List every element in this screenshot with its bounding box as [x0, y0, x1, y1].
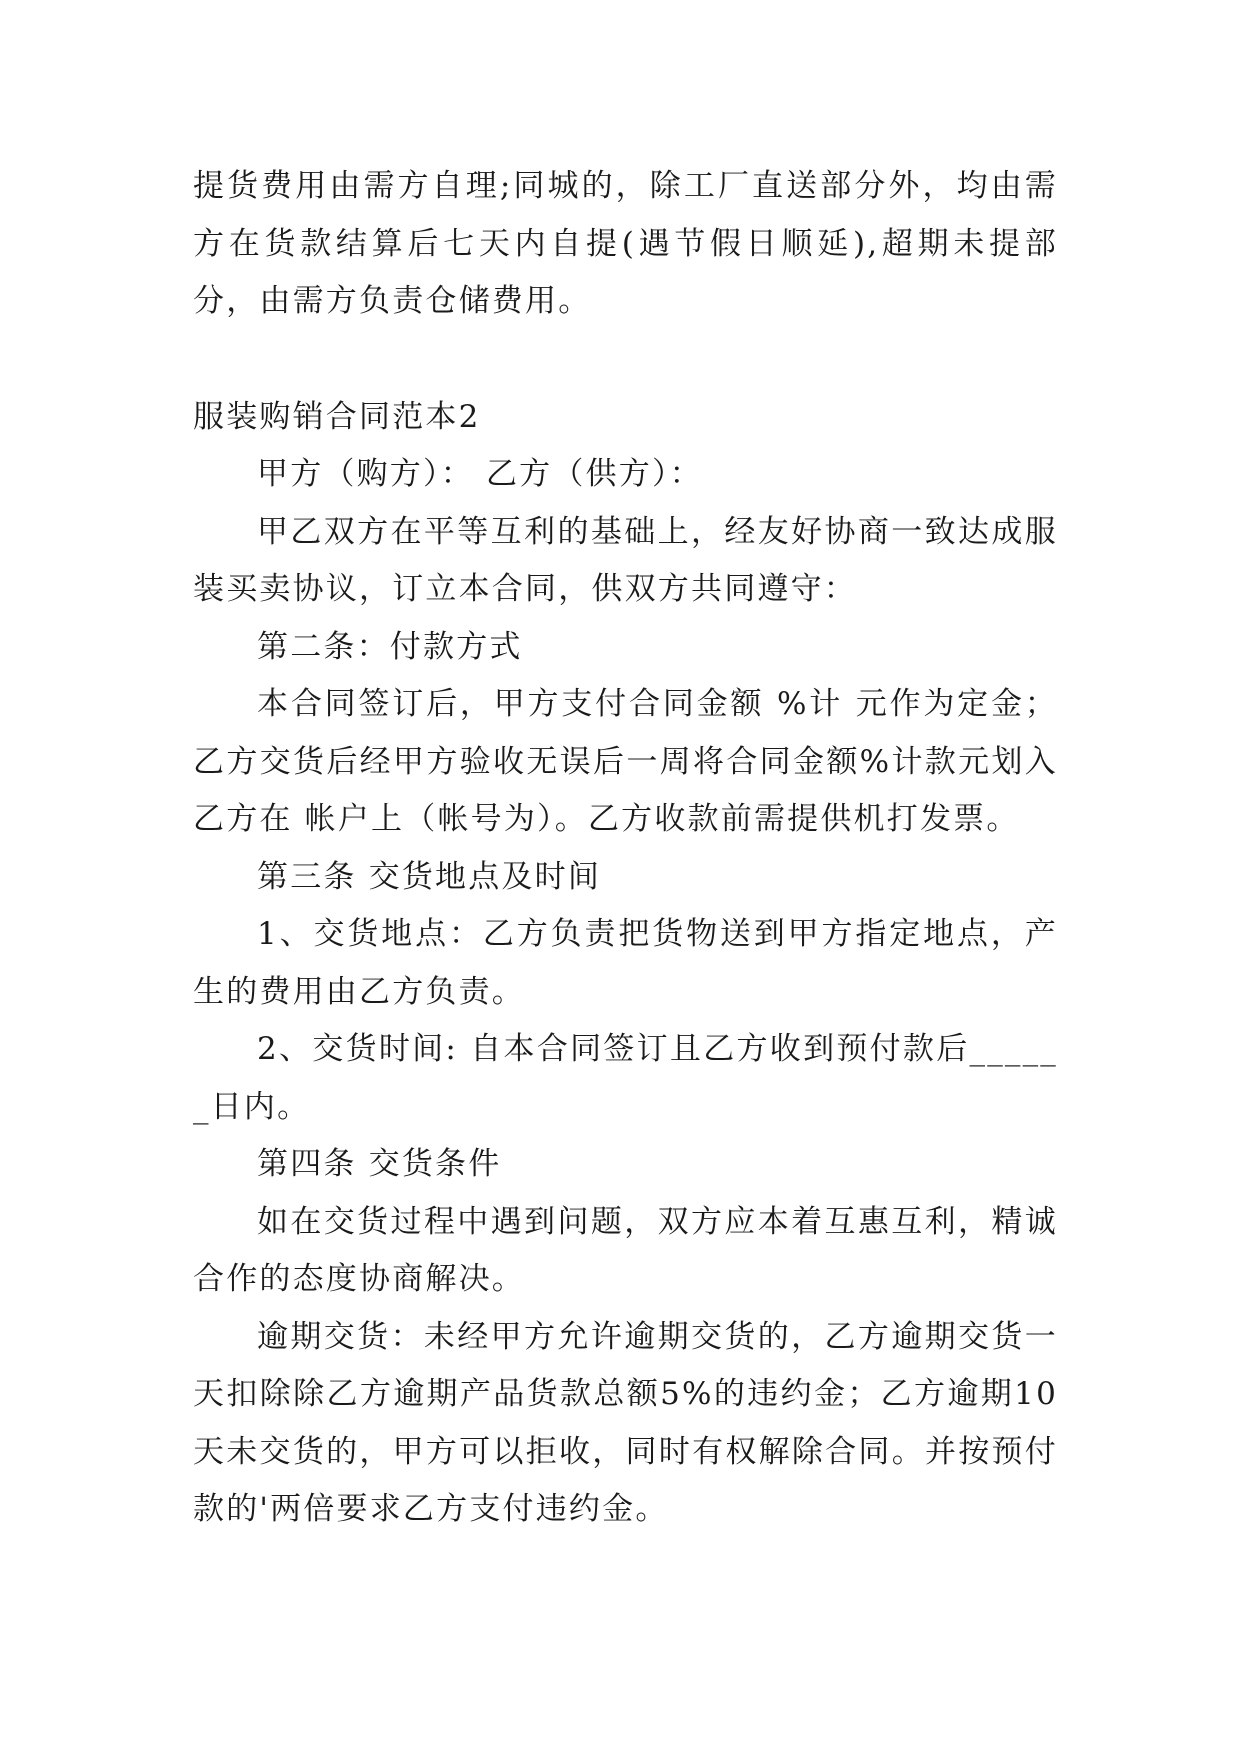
- document-title: 服装购销合同范本2: [193, 398, 481, 435]
- document-page: [193, 158, 1058, 1539]
- article-3-heading: 第三条 交货地点及时间: [257, 858, 602, 895]
- article-4-heading: 第四条 交货条件: [257, 1146, 502, 1182]
- paragraph-parties: 甲方（购方）： 乙方（供方）：: [257, 456, 703, 492]
- paragraph-late-delivery: 逾期交货：未经甲方允许逾期交货的，乙方逾期交货一天扣除除乙方逾期产品货款总额5%的违约金；乙方逾期10天未交货的，甲方可以拒收，同时有权解除合同。并按预付款的'两倍要求乙方支付违约金。: [193, 1318, 1058, 1527]
- paragraph-payment: 本合同签订后，甲方支付合同金额 %计 元作为定金；乙方交货后经甲方验收无误后一周将合同金额%计款元划入乙方在 帐户上（帐号为）。乙方收款前需提供机打发票。: [193, 686, 1058, 837]
- paragraph-preamble: 甲乙双方在平等互利的基础上，经友好协商一致达成服装买卖协议，订立本合同，供双方共同遵守：: [193, 513, 1058, 607]
- article-2-heading: 第二条：付款方式: [257, 628, 523, 665]
- paragraph-delivery-costs: 提货费用由需方自理;同城的，除工厂直送部分外，均由需方在货款结算后七天内自提(遇节假日顺延),超期未提部分，由需方负责仓储费用。: [193, 168, 1058, 319]
- paragraph-delivery-time: 2、交货时间: 自本合同签订且乙方收到预付款后______日内。: [193, 1031, 1058, 1125]
- paragraph-delivery-conditions: 如在交货过程中遇到问题，双方应本着互惠互利，精诚合作的态度协商解决。: [193, 1203, 1058, 1297]
- paragraph-delivery-place: 1、交货地点：乙方负责把货物送到甲方指定地点，产生的费用由乙方负责。: [193, 916, 1058, 1010]
